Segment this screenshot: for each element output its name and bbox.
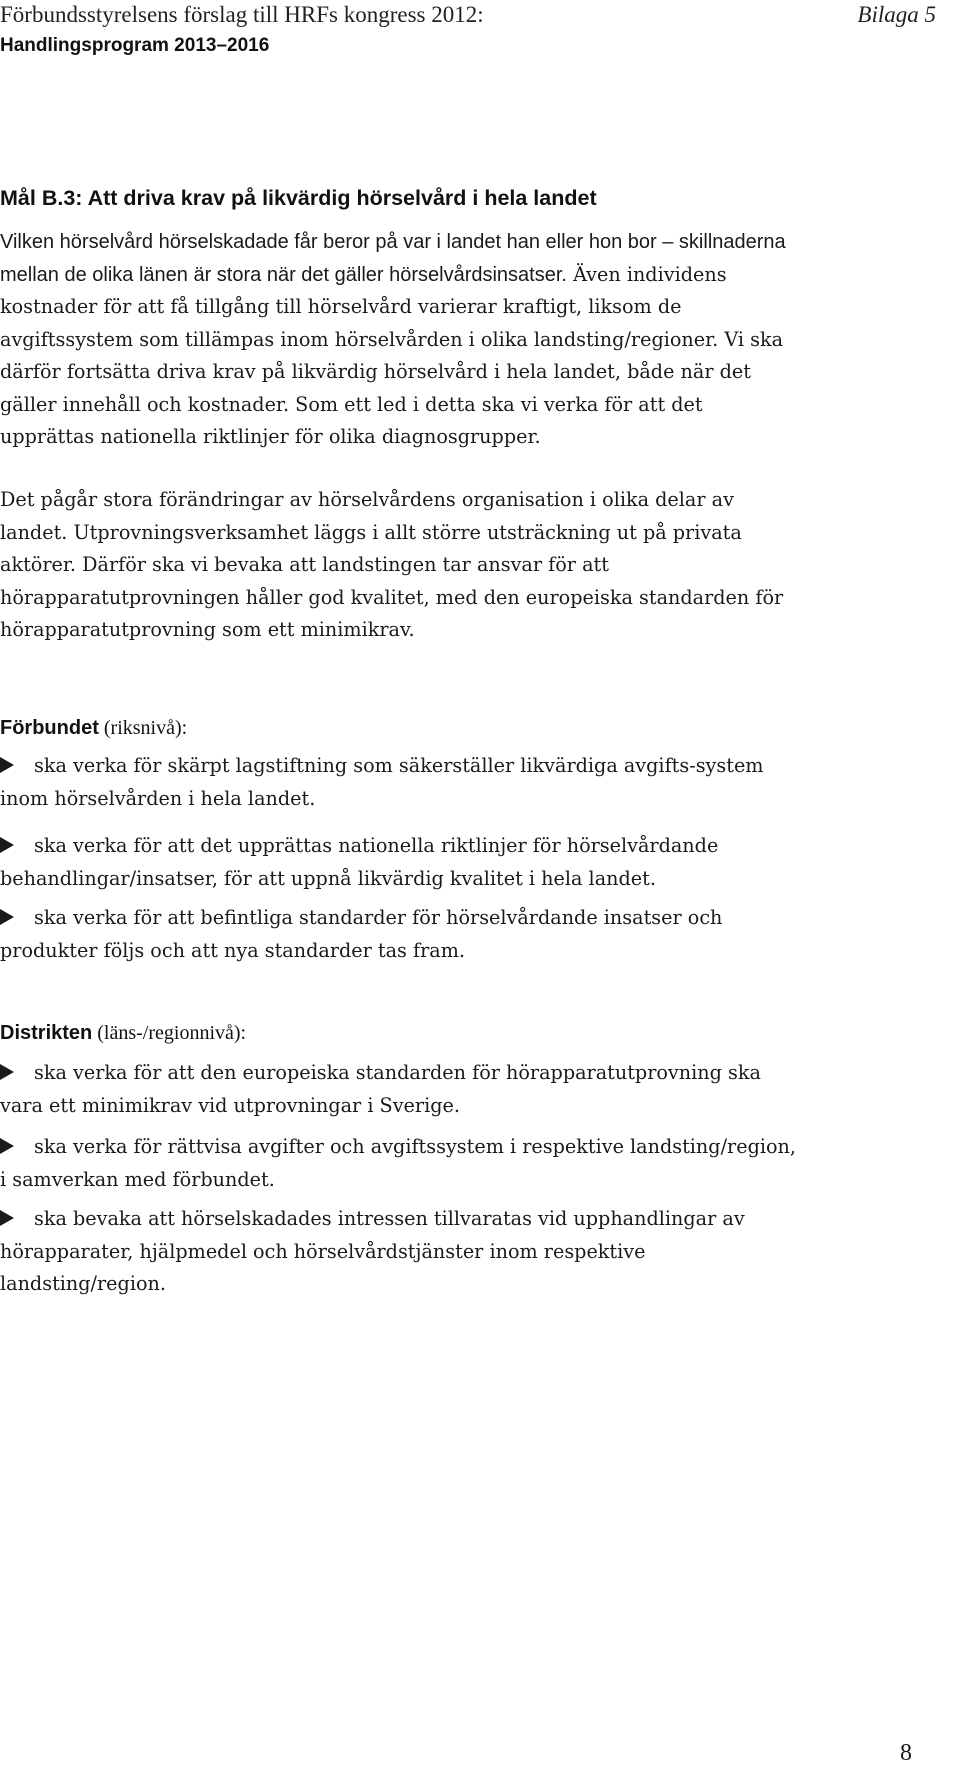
- bullet-arrow-icon: [0, 1064, 14, 1080]
- list-item-text: ska bevaka att hörselskadades intressen tillvaratas vid upphandlingar av hörapparater, hjälpmedel och hörselvårdstjänster inom respektive landsting/region.: [0, 1207, 745, 1295]
- list-item: [0, 1131, 805, 1196]
- group-heading-label: Distrikten: [0, 1022, 93, 1044]
- header-subtitle: Handlingsprogram 2013–2016: [0, 35, 270, 56]
- group-heading-level: (läns-/regionnivå):: [92, 1022, 247, 1044]
- list-item: [0, 1203, 805, 1301]
- bullet-arrow-icon: [0, 757, 14, 773]
- group-heading-level: (riksnivå):: [98, 717, 188, 739]
- list-item-text: ska verka för att den europeiska standarden för hörapparatutprovning ska vara ett minimikrav vid utprovningar i Sverige.: [0, 1061, 761, 1117]
- intro-paragraph: [0, 226, 800, 454]
- intro-paragraph-sans-text: Vilken hörselvård hörselskadade får beror på var i landet han eller hon bor – skillnaderna mellan de olika länen är stora när det gäller hörselvårdsinsatser.: [0, 231, 786, 286]
- list-item-text: ska verka för rättvisa avgifter och avgiftssystem i respektive landsting/region, i samverkan med förbundet.: [0, 1135, 796, 1191]
- list-item: [0, 1057, 805, 1122]
- second-paragraph: Det pågår stora förändringar av hörselvårdens organisation i olika delar av landet. Utprovningsverksamhet läggs i allt större utsträckning ut på privata aktörer. Därför ska vi bevaka att landstingen tar ansvar för att hörapparatutprovningen håller god kvalitet, med den europeiska standarden för hörapparatutprovning som ett minimikrav.: [0, 488, 784, 641]
- group-heading-label: Förbundet: [0, 717, 99, 739]
- header-title: Förbundsstyrelsens förslag till HRFs kongress 2012:: [0, 2, 484, 27]
- list-item-text: ska verka för att befintliga standarder för hörselvårdande insatser och produkter följs och att nya standarder tas fram.: [0, 906, 723, 962]
- list-item-text: ska verka för att det upprättas nationella riktlinjer för hörselvårdande behandlingar/insatser, för att uppnå likvärdig kvalitet i hela landet.: [0, 834, 719, 890]
- bullet-arrow-icon: [0, 1210, 14, 1226]
- page-number: 8: [900, 1740, 912, 1766]
- bullet-arrow-icon: [0, 909, 14, 925]
- list-item: [0, 902, 805, 967]
- group-heading-distrikten: [0, 1017, 246, 1048]
- list-item: [0, 750, 805, 815]
- group-heading-forbundet: [0, 712, 187, 743]
- list-item: [0, 830, 805, 895]
- section-title: Mål B.3: Att driva krav på likvärdig hörselvård i hela landet: [0, 186, 597, 210]
- header-appendix-label: Bilaga 5: [857, 2, 936, 27]
- bullet-arrow-icon: [0, 837, 14, 853]
- list-item-text: ska verka för skärpt lagstiftning som säkerställer likvärdiga avgifts-system inom hörselvården i hela landet.: [0, 754, 764, 810]
- intro-paragraph-serif-text: Även individens kostnader för att få tillgång till hörselvård varierar kraftigt, liksom de avgiftssystem som tillämpas inom hörselvården i olika landsting/regioner. Vi ska därför fortsätta driva krav på likvärdig hörselvård i hela landet, både när det gäller innehåll och kostnader. Som ett led i detta ska vi verka för att det upprättas nationella riktlinjer för olika diagnosgrupper.: [0, 262, 784, 448]
- bullet-arrow-icon: [0, 1138, 14, 1154]
